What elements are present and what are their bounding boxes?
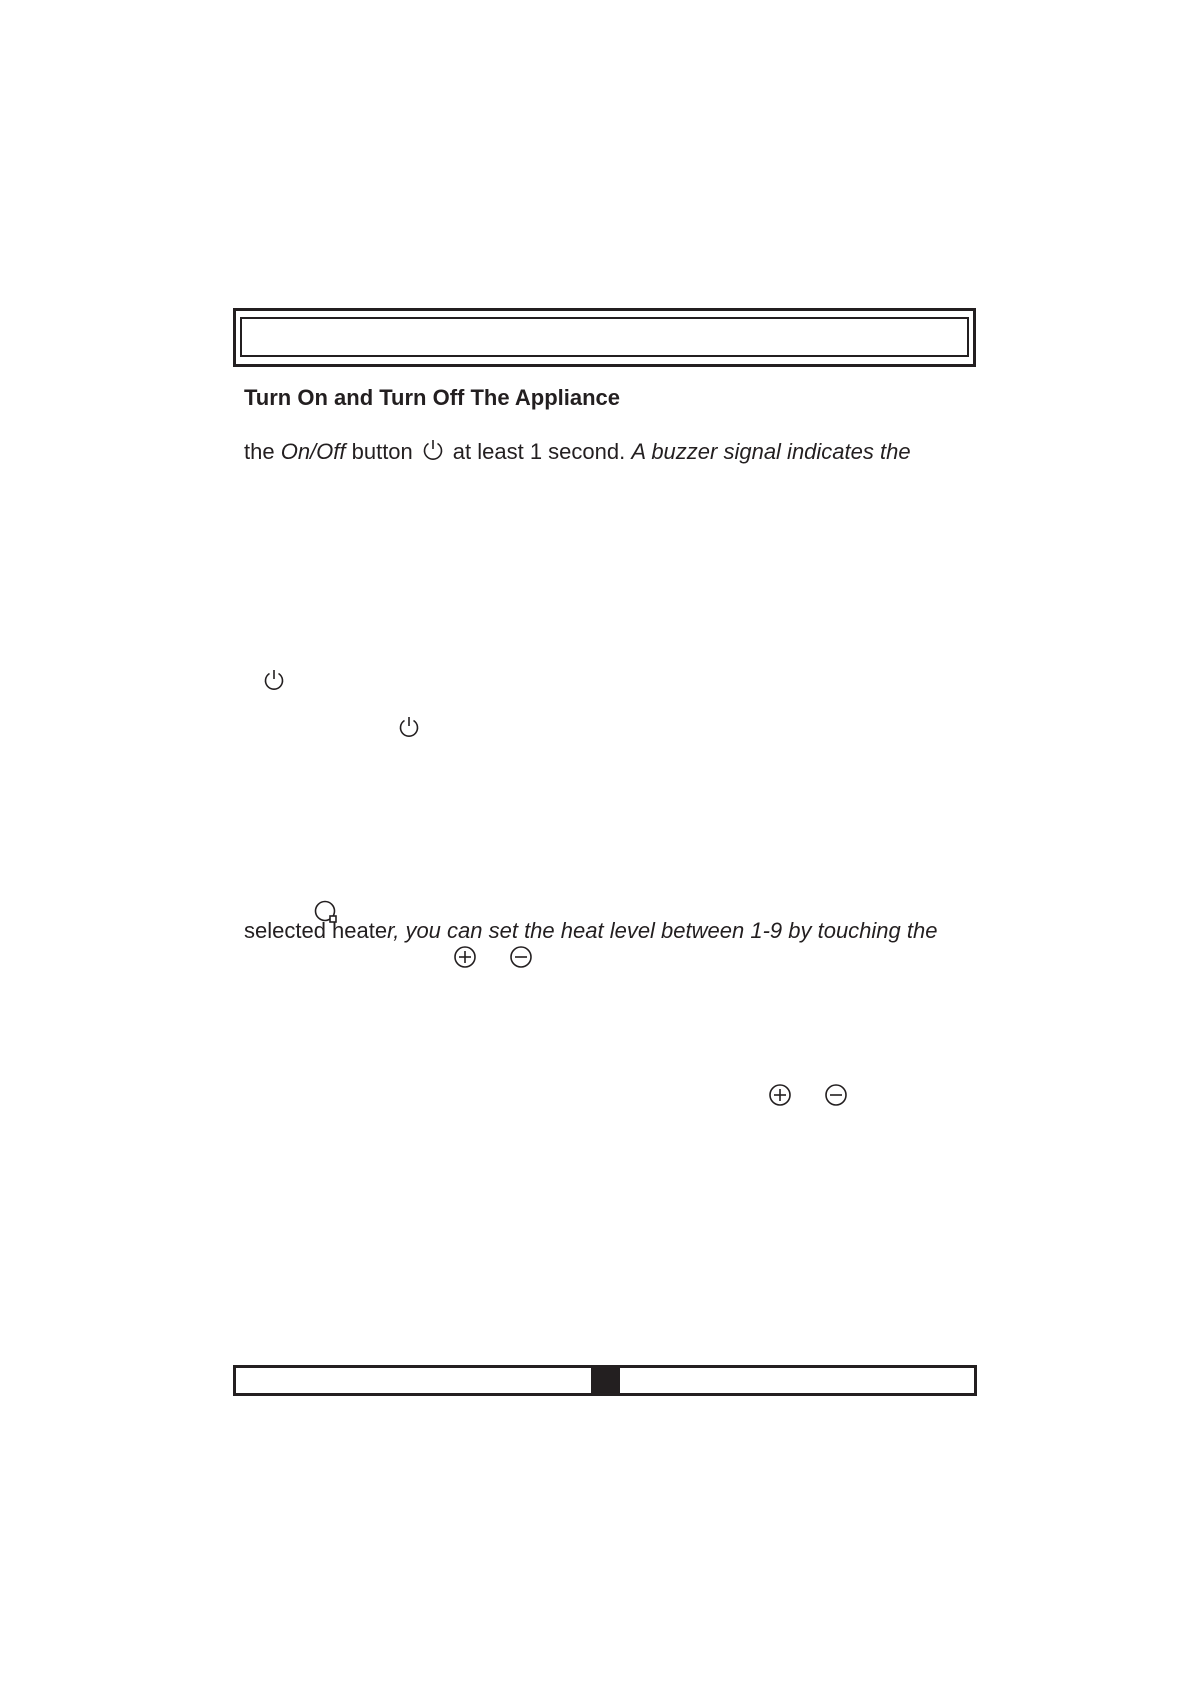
page-number-badge bbox=[591, 1365, 620, 1396]
text-the: the bbox=[244, 439, 281, 464]
header-frame-inner bbox=[240, 317, 969, 357]
text-buzzer: A buzzer signal indicates the bbox=[631, 439, 911, 464]
text-at-least: at least 1 second. bbox=[452, 439, 632, 464]
section-heading: Turn On and Turn Off The Appliance bbox=[244, 385, 621, 410]
minus-icon bbox=[509, 945, 533, 969]
paragraph-line-onoff bbox=[244, 438, 911, 468]
power-icon bbox=[262, 668, 286, 692]
power-icon bbox=[397, 715, 421, 739]
text-button: button bbox=[345, 439, 413, 464]
text-onoff: On/Off bbox=[280, 439, 346, 464]
text-heat-level: r, you can set the heat level between 1-9 by touching the bbox=[387, 918, 938, 943]
plus-icon bbox=[453, 945, 477, 969]
minus-icon bbox=[824, 1083, 848, 1107]
paragraph-line-heat-level bbox=[244, 918, 937, 944]
text-selected-heater: selected heate bbox=[244, 918, 388, 943]
power-icon bbox=[421, 438, 445, 468]
plus-icon bbox=[768, 1083, 792, 1107]
